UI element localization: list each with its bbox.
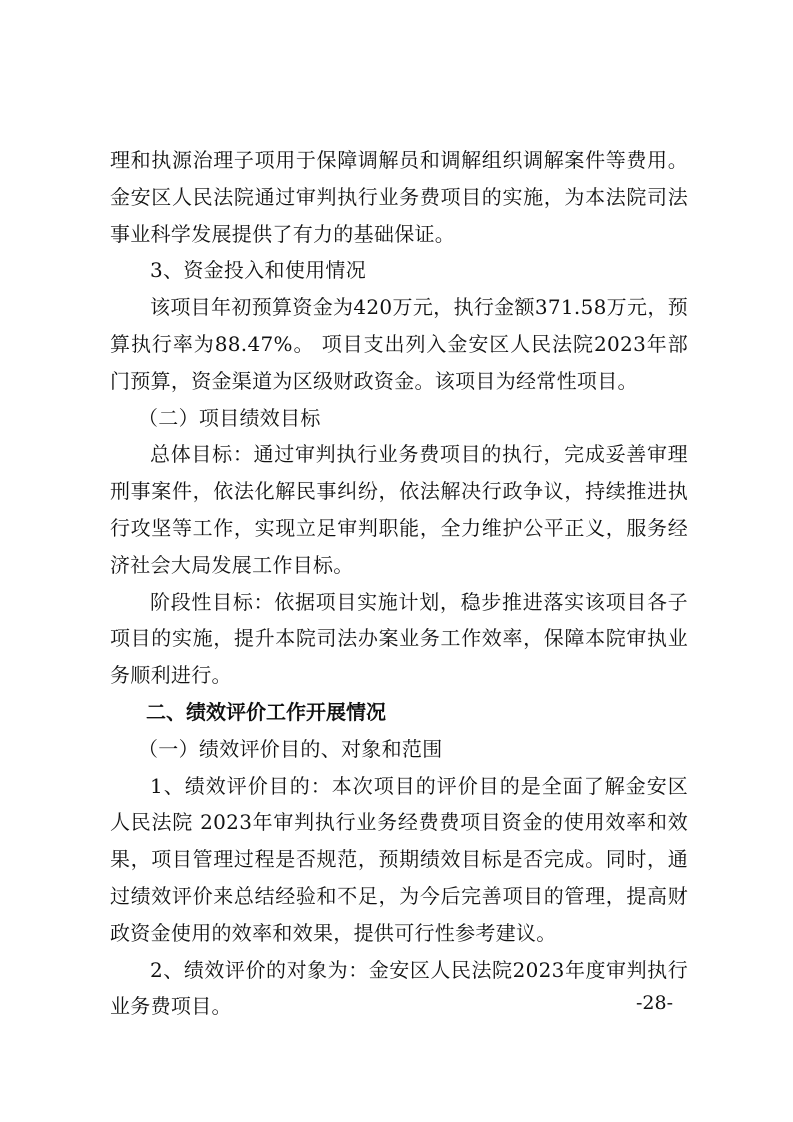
paragraph-evaluation-purpose: 1、绩效评价目的：本次项目的评价目的是全面了解金安区人民法院 2023年审判执行业务经费费项目资金的使用效率和效果，项目管理过程是否规范，预期绩效目标是否完成。同时，通过绩效评价来总结经验和不足，为今后完善项目的管理，提高财政资金使用的效率和效果，提供可行性参考建议。 xyxy=(110,773,688,945)
page-number: -28- xyxy=(636,992,674,1014)
paragraph-stage-goal: 阶段性目标：依据项目实施计划，稳步推进落实该项目各子项目的实施，提升本院司法办案业务工作效率，保障本院审执业务顺利进行。 xyxy=(110,589,688,688)
heading-funding-investment: 3、资金投入和使用情况 xyxy=(150,258,367,283)
section-heading-evaluation: 二、绩效评价工作开展情况 xyxy=(146,699,386,724)
body-text xyxy=(110,142,688,1025)
paragraph-overall-goal: 总体目标：通过审判执行业务费项目的执行，完成妥善审理刑事案件，依法化解民事纠纷，依法解决行政争议，持续推进执行攻坚等工作，实现立足审判职能，全力维护公平正义，服务经济社会大局发展工作目标。 xyxy=(110,442,688,577)
paragraph-funding: 该项目年初预算资金为420万元，执行金额371.58万元，预算执行率为88.47%。 项目支出列入金安区人民法院2023年部门预算，资金渠道为区级财政资金。该项目为经常性项目。 xyxy=(110,295,688,393)
heading-performance-goals: （二）项目绩效目标 xyxy=(138,405,321,430)
paragraph-evaluation-object: 2、绩效评价的对象为：金安区人民法院2023年度审判执行业务费项目。 xyxy=(110,957,688,1019)
paragraph-continuation: 理和执源治理子项用于保障调解员和调解组织调解案件等费用。金安区人民法院通过审判执行业务费项目的实施，为本法院司法事业科学发展提供了有力的基础保证。 xyxy=(110,148,688,246)
heading-evaluation-purpose: （一）绩效评价目的、对象和范围 xyxy=(138,736,443,761)
